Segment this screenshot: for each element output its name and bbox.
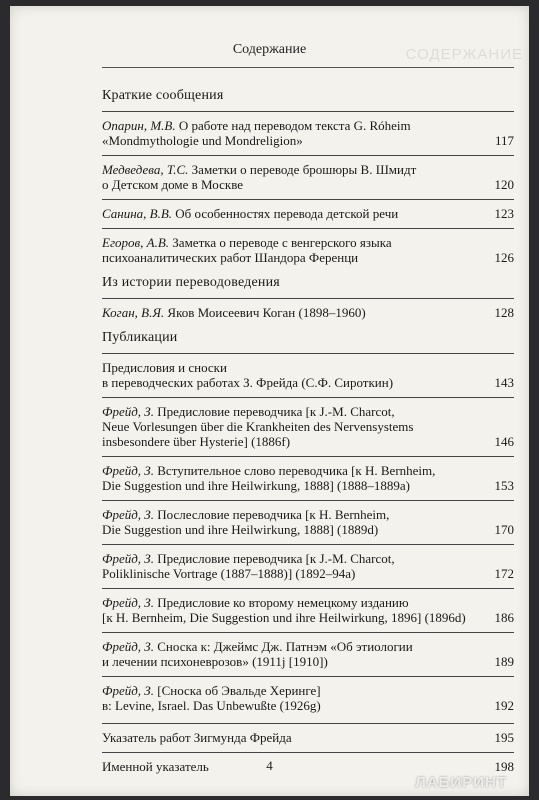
index-page-number: 198: [494, 759, 514, 774]
entry-divider: [102, 632, 514, 633]
entry-line: [102, 375, 484, 390]
entry-line: [102, 683, 484, 698]
entry-line: [102, 595, 484, 610]
book-page: [10, 6, 529, 796]
entry-author: Фрейд, З.: [102, 404, 154, 419]
entry-line: [102, 639, 484, 654]
entry-page-number: 128: [494, 305, 514, 320]
entry-title-text: Вступительное слово переводчика [к H. Bernheim,: [157, 463, 436, 478]
index-entry[interactable]: [102, 730, 514, 745]
entry-page-number: 143: [494, 375, 514, 390]
entry-author: Коган, В.Я.: [102, 305, 165, 320]
entry-page-number: 153: [494, 478, 514, 493]
entry-line: [102, 463, 484, 478]
toc-entry[interactable]: [102, 507, 514, 537]
entry-line: [102, 360, 484, 375]
toc-entry[interactable]: [102, 235, 514, 265]
entry-title-text: Предисловия и сноски: [102, 360, 227, 375]
entry-title-text: О работе над переводом текста G. Róheim: [178, 118, 411, 133]
entry-title-text: «Mondmythologie und Mondreligion»: [102, 133, 303, 148]
bleed-through-text: СОДЕРЖАНИЕ: [405, 46, 523, 63]
entry-line: [102, 206, 484, 221]
entry-divider: [102, 544, 514, 545]
header-divider: [102, 67, 514, 68]
entry-page-number: 123: [494, 206, 514, 221]
entry-author: Фрейд, З.: [102, 507, 154, 522]
page-header-title: Содержание: [232, 42, 307, 57]
entry-title-text: Предисловие переводчика [к J.-M. Charcot,: [157, 551, 395, 566]
toc-entry[interactable]: [102, 360, 514, 390]
index-title: Указатель работ Зигмунда Фрейда: [102, 730, 292, 745]
entry-page-number: 117: [494, 133, 514, 148]
entry-title-text: Die Suggestion und ihre Heilwirkung, 1888] (1889d): [102, 522, 379, 537]
entry-line: [102, 118, 484, 133]
toc-section: [102, 275, 514, 320]
entry-divider: [102, 676, 514, 677]
entry-line: [102, 610, 484, 625]
watermark-logo: ЛАБИРИНТ: [415, 774, 507, 791]
entry-divider: [102, 155, 514, 156]
entry-line: [102, 250, 484, 265]
toc-entry[interactable]: [102, 305, 514, 320]
entry-title-text: Сноска к: Джеймс Дж. Патнэм «Об этиологии: [157, 639, 413, 654]
entry-title-text: и лечении психоневрозов» (1911j [1910]): [102, 654, 328, 669]
entry-line: [102, 419, 484, 434]
entry-divider: [102, 588, 514, 589]
entry-page-number: 172: [494, 566, 514, 581]
entry-line: [102, 551, 484, 566]
entry-line: [102, 235, 484, 250]
section-title: Краткие сообщения: [102, 88, 224, 103]
entry-line: [102, 478, 484, 493]
entry-page-number: 120: [494, 177, 514, 192]
entry-author: Фрейд, З.: [102, 683, 154, 698]
toc-entry[interactable]: [102, 683, 514, 713]
toc-entry[interactable]: [102, 463, 514, 493]
entry-title-text: Neue Vorlesungen über die Krankheiten des Nervensystems: [102, 419, 414, 434]
entry-title-text: Об особенностях перевода детской речи: [175, 206, 399, 221]
entry-title-text: Яков Моисеевич Коган (1898–1960): [167, 305, 366, 320]
toc-entry[interactable]: [102, 162, 514, 192]
toc-entry[interactable]: [102, 639, 514, 669]
toc-entry[interactable]: [102, 551, 514, 581]
entry-line: [102, 654, 484, 669]
index-title: Именной указатель: [102, 759, 209, 774]
entry-divider: [102, 723, 514, 724]
entry-line: [102, 566, 484, 581]
entry-divider: [102, 500, 514, 501]
entry-title-text: Заметка о переводе с венгерского языка: [172, 235, 392, 250]
entry-divider: [102, 228, 514, 229]
entry-line: [102, 404, 484, 419]
entry-title-text: [Сноска об Эвальде Херинге]: [157, 683, 321, 698]
entry-author: Фрейд, З.: [102, 639, 154, 654]
page-number: 4: [266, 758, 273, 773]
entry-page-number: 126: [494, 250, 514, 265]
index-page-number: 195: [494, 730, 514, 745]
entry-line: [102, 177, 484, 192]
entry-author: Санина, В.В.: [102, 206, 173, 221]
entry-line: [102, 133, 484, 148]
toc-entry[interactable]: [102, 404, 514, 449]
entry-title-text: insbesondere über Hysterie] (1886f): [102, 434, 291, 449]
entry-line: [102, 162, 484, 177]
entry-title-text: Послесловие переводчика [к H. Bernheim,: [157, 507, 390, 522]
entry-divider: [102, 353, 514, 354]
toc-entry[interactable]: [102, 206, 514, 221]
entry-title-text: Poliklinische Vortrage (1887–1888)] (1892–94a): [102, 566, 356, 581]
entry-divider: [102, 199, 514, 200]
entry-title-text: о Детском доме в Москве: [102, 177, 244, 192]
section-title: Публикации: [102, 330, 178, 345]
entry-author: Фрейд, З.: [102, 463, 154, 478]
entry-title-text: психоаналитических работ Шандора Ференци: [102, 250, 359, 265]
entry-title-text: Die Suggestion und ihre Heilwirkung, 1888] (1888–1889a): [102, 478, 410, 493]
entry-title-text: в переводческих работах З. Фрейда (С.Ф. Сироткин): [102, 375, 394, 390]
entry-page-number: 170: [494, 522, 514, 537]
entry-line: [102, 698, 484, 713]
entry-line: [102, 507, 484, 522]
entry-title-text: в: Levine, Israel. Das Unbewußte (1926g): [102, 698, 321, 713]
toc-entry[interactable]: [102, 595, 514, 625]
entry-divider: [102, 752, 514, 753]
toc-section: [102, 330, 514, 713]
entry-line: [102, 522, 484, 537]
entry-title-text: Предисловие ко второму немецкому изданию: [157, 595, 409, 610]
toc-section: [102, 88, 514, 265]
entry-page-number: 192: [494, 698, 514, 713]
entry-line: [102, 305, 484, 320]
entry-page-number: 146: [494, 434, 514, 449]
entry-page-number: 186: [494, 610, 514, 625]
entry-title-text: [к H. Bernheim, Die Suggestion und ihre Heilwirkung, 1896] (1896d): [102, 610, 466, 625]
entry-author: Егоров, А.В.: [102, 235, 170, 250]
entry-title-text: Заметки о переводе брошюры В. Шмидт: [191, 162, 417, 177]
toc-entry[interactable]: [102, 118, 514, 148]
entry-author: Фрейд, З.: [102, 595, 154, 610]
section-title: Из истории переводоведения: [102, 275, 280, 290]
entry-divider: [102, 298, 514, 299]
entry-divider: [102, 111, 514, 112]
entry-author: Фрейд, З.: [102, 551, 154, 566]
entry-title-text: Предисловие переводчика [к J.-M. Charcot,: [157, 404, 395, 419]
table-of-contents: [102, 78, 514, 781]
entry-author: Медведева, Т.С.: [102, 162, 189, 177]
entry-divider: [102, 456, 514, 457]
entry-author: Опарин, М.В.: [102, 118, 176, 133]
entry-line: [102, 434, 484, 449]
entry-page-number: 189: [494, 654, 514, 669]
entry-divider: [102, 397, 514, 398]
